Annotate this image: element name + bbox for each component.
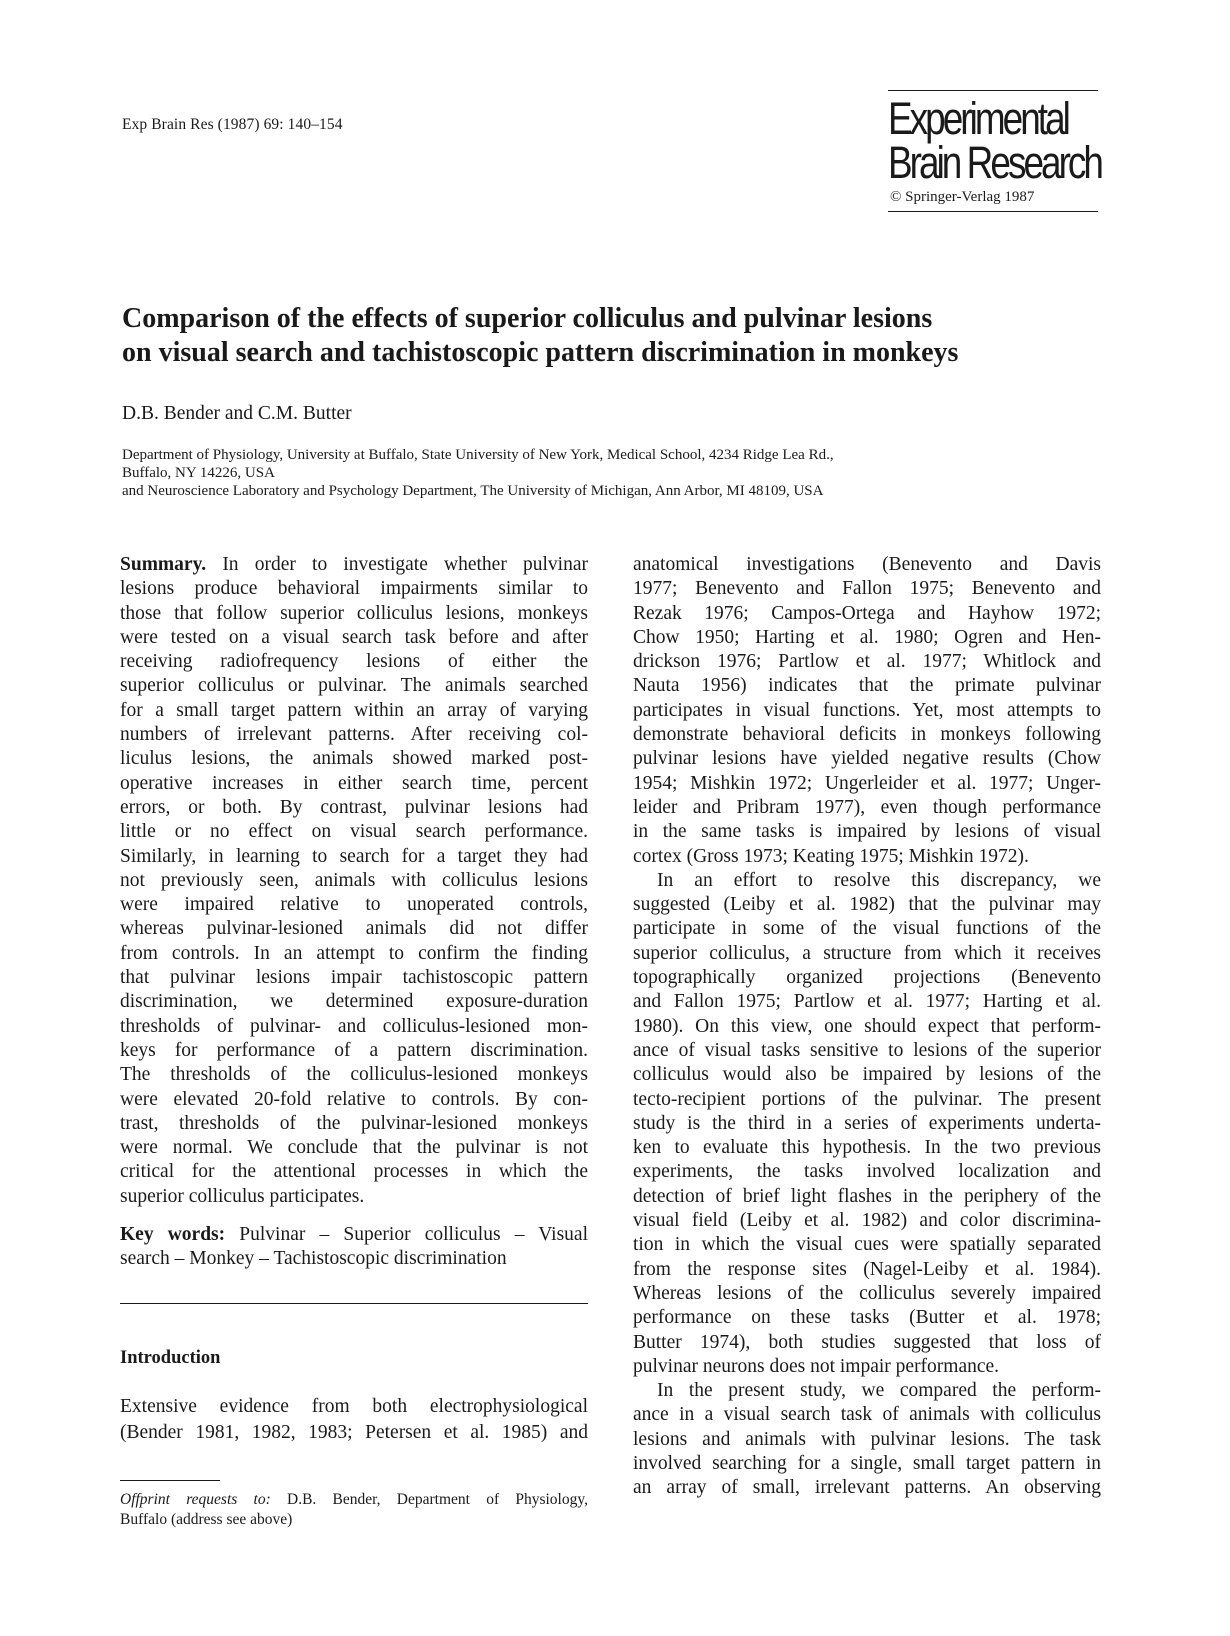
- journal-top-rule: [888, 90, 1098, 91]
- paragraph: [633, 869, 1101, 1379]
- body-line: from the response sites (Nagel-Leiby et al. 1984).: [633, 1258, 1101, 1280]
- body-line: visual field (Leiby et al. 1982) and color discrimina-: [633, 1210, 1101, 1232]
- summary-line: discrimination, we determined exposure-duration: [120, 991, 588, 1013]
- affiliations: [122, 446, 1122, 500]
- body-line: an array of small, irrelevant patterns. An observing: [633, 1477, 1101, 1499]
- journal-copyright: © Springer-Verlag 1987: [890, 189, 1035, 205]
- paragraph: [633, 553, 1101, 869]
- keywords-section: [120, 1223, 588, 1272]
- summary-heading: Summary.: [120, 554, 207, 575]
- body-line: ken to evaluate this hypothesis. In the two previous: [633, 1137, 1101, 1159]
- summary-line: The thresholds of the colliculus-lesioned monkeys: [120, 1064, 588, 1086]
- keywords-heading: Key words:: [120, 1224, 226, 1246]
- summary-line: that pulvinar lesions impair tachistoscopic pattern: [120, 967, 588, 989]
- summary-line: receiving radiofrequency lesions of either the: [120, 651, 588, 673]
- paper-title: [122, 302, 1122, 370]
- body-line: performance on these tasks (Butter et al. 1978;: [633, 1307, 1101, 1329]
- body-line: suggested (Leiby et al. 1982) that the pulvinar may: [633, 894, 1101, 916]
- body-line: Butter 1974), both studies suggested that loss of: [633, 1331, 1101, 1353]
- summary-line: errors, or both. By contrast, pulvinar lesions had: [120, 796, 588, 818]
- keywords-first-line: [120, 1223, 588, 1247]
- body-line: In the present study, we compared the perform-: [657, 1380, 1101, 1402]
- body-line: anatomical investigations (Benevento and Davis: [633, 554, 1101, 575]
- body-line: tecto-recipient portions of the pulvinar. The present: [633, 1088, 1101, 1110]
- summary-line: thresholds of pulvinar- and colliculus-lesioned mon-: [120, 1015, 588, 1037]
- journal-name-line2: Brain Research: [888, 137, 1101, 188]
- body-line: 1954; Mishkin 1972; Ungerleider et al. 1977; Unger-: [633, 772, 1101, 794]
- paper-title-line1: Comparison of the effects of superior colliculus and pulvinar lesions: [122, 303, 933, 334]
- body-line: Whereas lesions of the colliculus severely impaired: [633, 1282, 1101, 1304]
- introduction-line: Extensive evidence from both electrophysiological: [120, 1396, 588, 1417]
- body-line: and Fallon 1975; Partlow et al. 1977; Harting et al.: [633, 991, 1101, 1013]
- summary-line: not previously seen, animals with colliculus lesions: [120, 869, 588, 891]
- summary-line: superior colliculus or pulvinar. The animals searched: [120, 675, 588, 697]
- body-line: involved searching for a single, small target pattern in: [633, 1452, 1101, 1474]
- body-line: drickson 1976; Partlow et al. 1977; Whitlock and: [633, 651, 1101, 673]
- section-divider: [120, 1303, 588, 1304]
- body-line: participate in some of the visual functions of the: [633, 918, 1101, 940]
- footnote-text: D.B. Bender, Department of Physiology,: [287, 1491, 588, 1508]
- journal-citation: Exp Brain Res (1987) 69: 140–154: [122, 116, 343, 133]
- footnote-first-line: [120, 1490, 588, 1510]
- body-line: 1980). On this view, one should expect that perform-: [633, 1015, 1101, 1037]
- summary-section: [120, 553, 588, 1209]
- right-column: [633, 553, 1101, 1501]
- body-line: colliculus would also be impaired by lesions of the: [633, 1064, 1101, 1086]
- body-line: experiments, the tasks involved localization and: [633, 1161, 1101, 1183]
- summary-line: were tested on a visual search task before and after: [120, 626, 588, 648]
- footnote-label: Offprint requests to:: [120, 1491, 271, 1508]
- body-line: Nauta 1956) indicates that the primate pulvinar: [633, 675, 1101, 697]
- body-line: cortex (Gross 1973; Keating 1975; Mishkin 1972).: [633, 845, 1029, 867]
- summary-line: trast, thresholds of the pulvinar-lesioned monkeys: [120, 1112, 588, 1134]
- footnote-rule: [120, 1480, 220, 1481]
- body-line: Rezak 1976; Campos-Ortega and Hayhow 1972;: [633, 602, 1101, 624]
- body-line: in the same tasks is impaired by lesions of visual: [633, 821, 1101, 843]
- summary-line: liculus lesions, the animals showed marked post-: [120, 748, 588, 770]
- body-line: pulvinar lesions have yielded negative results (Chow: [633, 748, 1101, 770]
- summary-line: those that follow superior colliculus lesions, monkeys: [120, 602, 588, 624]
- introduction-heading: Introduction: [120, 1348, 221, 1368]
- summary-line: were impaired relative to unoperated controls,: [120, 894, 588, 916]
- summary-line: Similarly, in learning to search for a target they had: [120, 845, 588, 867]
- summary-line: little or no effect on visual search performance.: [120, 821, 588, 843]
- body-line: Chow 1950; Harting et al. 1980; Ogren and Hen-: [633, 626, 1101, 648]
- body-line: demonstrate behavioral deficits in monkeys following: [633, 724, 1101, 746]
- body-line: ance in a visual search task of animals with colliculus: [633, 1404, 1101, 1426]
- body-line: tion in which the visual cues were spatially separated: [633, 1234, 1101, 1256]
- body-line: study is the third in a series of experiments underta-: [633, 1112, 1101, 1134]
- summary-line: whereas pulvinar-lesioned animals did not differ: [120, 918, 588, 940]
- summary-line: were normal. We conclude that the pulvinar is not: [120, 1137, 588, 1159]
- keywords-line: search – Monkey – Tachistoscopic discrimination: [120, 1248, 507, 1270]
- body-line: detection of brief light flashes in the periphery of the: [633, 1185, 1101, 1207]
- footnote-line: Buffalo (address see above): [120, 1511, 293, 1528]
- introduction-text: [120, 1394, 588, 1446]
- paragraph: [633, 1379, 1101, 1500]
- body-line: topographically organized projections (Benevento: [633, 967, 1101, 989]
- summary-line: critical for the attentional processes in which the: [120, 1161, 588, 1183]
- authors: D.B. Bender and C.M. Butter: [122, 403, 352, 424]
- summary-line: for a small target pattern within an array of varying: [120, 699, 588, 721]
- affiliation-line: and Neuroscience Laboratory and Psychology Department, The University of Michigan, Ann Arbor, MI 48109, USA: [122, 483, 824, 499]
- body-line: 1977; Benevento and Fallon 1975; Benevento and: [633, 578, 1101, 600]
- footnote: [120, 1490, 588, 1530]
- body-line: In an effort to resolve this discrepancy, we: [657, 869, 1101, 891]
- summary-line: were elevated 20-fold relative to controls. By con-: [120, 1088, 588, 1110]
- summary-line: from controls. In an attempt to confirm the finding: [120, 942, 588, 964]
- paper-title-line2: on visual search and tachistoscopic pattern discrimination in monkeys: [122, 337, 959, 368]
- summary-line: superior colliculus participates.: [120, 1185, 365, 1207]
- left-column: [120, 553, 588, 1272]
- summary-first-line: [120, 553, 588, 577]
- affiliation-line: Buffalo, NY 14226, USA: [122, 465, 275, 481]
- summary-line: lesions produce behavioral impairments similar to: [120, 578, 588, 600]
- body-line: participates in visual functions. Yet, most attempts to: [633, 699, 1101, 721]
- body-line: pulvinar neurons does not impair performance.: [633, 1355, 1000, 1377]
- body-line: superior colliculus, a structure from which it receives: [633, 942, 1101, 964]
- journal-name-line1: Experimental: [888, 93, 1068, 144]
- journal-logo: [888, 90, 1101, 212]
- body-line: leider and Pribram 1977), even though performance: [633, 796, 1101, 818]
- body-line: lesions and animals with pulvinar lesions. The task: [633, 1428, 1101, 1450]
- body-line: ance of visual tasks sensitive to lesions of the superior: [633, 1039, 1101, 1061]
- summary-line: operative increases in either search time, percent: [120, 772, 588, 794]
- affiliation-line: Department of Physiology, University at Buffalo, State University of New York, Medical School, 4234 Ridge Lea Rd.,: [122, 447, 834, 463]
- keywords-text: Pulvinar – Superior colliculus – Visual: [239, 1224, 588, 1246]
- summary-text: In order to investigate whether pulvinar: [222, 554, 588, 575]
- journal-bottom-rule: [888, 211, 1098, 212]
- summary-line: numbers of irrelevant patterns. After receiving col-: [120, 724, 588, 746]
- summary-line: keys for performance of a pattern discrimination.: [120, 1039, 588, 1061]
- introduction-line: (Bender 1981, 1982, 1983; Petersen et al. 1985) and: [120, 1422, 588, 1443]
